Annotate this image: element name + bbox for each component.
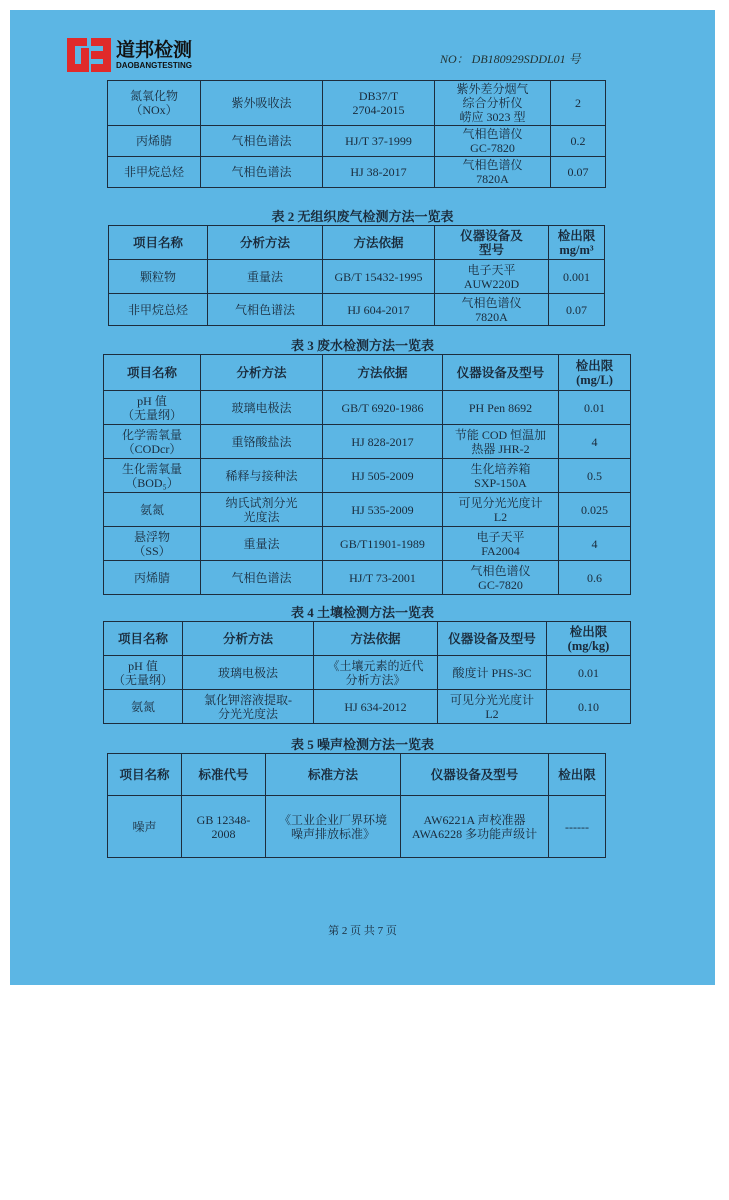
table-row xyxy=(104,690,631,724)
table-cell: 0.2 xyxy=(551,126,606,157)
table-row xyxy=(109,294,605,326)
table-cell: 生化需氧量 （BOD₅） xyxy=(104,459,201,493)
table-cell: HJ 604-2017 xyxy=(323,294,435,326)
table-cell: 气相色谱法 xyxy=(201,157,323,188)
table-cell: pH 值 （无量纲） xyxy=(104,391,201,425)
table-cell: HJ 505-2009 xyxy=(323,459,443,493)
table-cell: pH 值 （无量纲） xyxy=(104,656,183,690)
table-cell: 节能 COD 恒温加 热器 JHR-2 xyxy=(443,425,559,459)
table-cell: 纳氏试剂分光 光度法 xyxy=(201,493,323,527)
table-cell: GB/T 6920-1986 xyxy=(323,391,443,425)
table-title: 表 3 废水检测方法一览表 xyxy=(290,338,434,353)
table-row xyxy=(108,157,606,188)
column-header: 仪器设备及 型号 xyxy=(435,226,549,260)
page-number: 第 2 页 共 7 页 xyxy=(328,925,397,937)
table-cell: HJ 38-2017 xyxy=(323,157,435,188)
table-cell: 4 xyxy=(559,425,631,459)
logo-name-en: DAOBANGTESTING xyxy=(116,61,192,70)
table-cell: 气相色谱仪 7820A xyxy=(435,157,551,188)
table-cell: 氨氮 xyxy=(104,690,183,724)
table-row xyxy=(104,561,631,595)
table-cell: 丙烯腈 xyxy=(108,126,201,157)
table-cell: GB/T11901-1989 xyxy=(323,527,443,561)
table-cell: 0.07 xyxy=(549,294,605,326)
table-cell: 紫外吸收法 xyxy=(201,81,323,126)
column-header: 项目名称 xyxy=(109,226,208,260)
table-header-row xyxy=(104,355,631,391)
table-row xyxy=(104,459,631,493)
table-row xyxy=(104,391,631,425)
table-cell: 玻璃电极法 xyxy=(201,391,323,425)
table-cell: HJ/T 37-1999 xyxy=(323,126,435,157)
table-cell: 化学需氧量 （CODcr） xyxy=(104,425,201,459)
table-row xyxy=(108,81,606,126)
table-row xyxy=(108,126,606,157)
table-cell: 稀释与接种法 xyxy=(201,459,323,493)
column-header: 方法依据 xyxy=(323,226,435,260)
table-cell: 0.07 xyxy=(551,157,606,188)
table-cell: 颗粒物 xyxy=(109,260,208,294)
table-cell: 氨氮 xyxy=(104,493,201,527)
table-cell: 紫外差分烟气 综合分析仪 崂应 3023 型 xyxy=(435,81,551,126)
table-cell: HJ/T 73-2001 xyxy=(323,561,443,595)
table-cell: 0.001 xyxy=(549,260,605,294)
table-cell: 重量法 xyxy=(201,527,323,561)
column-header: 项目名称 xyxy=(108,754,182,796)
table-cell: 生化培养箱 SXP-150A xyxy=(443,459,559,493)
table-row xyxy=(108,796,606,858)
table-cell: HJ 634-2012 xyxy=(314,690,438,724)
document-page xyxy=(10,10,715,985)
column-header: 分析方法 xyxy=(208,226,323,260)
table-cell: 噪声 xyxy=(108,796,182,858)
table-cell: 电子天平 FA2004 xyxy=(443,527,559,561)
column-header: 检出限 (mg/kg) xyxy=(547,622,631,656)
table-title: 表 2 无组织废气检测方法一览表 xyxy=(271,209,454,224)
column-header: 项目名称 xyxy=(104,622,183,656)
column-header: 项目名称 xyxy=(104,355,201,391)
table-cell: 0.01 xyxy=(547,656,631,690)
table-cell: 气相色谱仪 GC-7820 xyxy=(435,126,551,157)
table-title: 表 5 噪声检测方法一览表 xyxy=(290,737,434,752)
column-header: 检出限 mg/m³ xyxy=(549,226,605,260)
column-header: 仪器设备及型号 xyxy=(401,754,549,796)
table-cell: 丙烯腈 xyxy=(104,561,201,595)
table-cell: 《工业企业厂界环境 噪声排放标准》 xyxy=(266,796,401,858)
table-header-row xyxy=(108,754,606,796)
table-cell: 重量法 xyxy=(208,260,323,294)
table-row xyxy=(109,260,605,294)
table-cell: 0.5 xyxy=(559,459,631,493)
table-cell: 2 xyxy=(551,81,606,126)
method-table xyxy=(107,753,606,858)
column-header: 标准代号 xyxy=(182,754,266,796)
table-cell: 气相色谱法 xyxy=(201,126,323,157)
column-header: 方法依据 xyxy=(314,622,438,656)
table-cell: 氯化钾溶液提取- 分光光度法 xyxy=(183,690,314,724)
column-header: 检出限 (mg/L) xyxy=(559,355,631,391)
table-cell: 《土壤元素的近代 分析方法》 xyxy=(314,656,438,690)
table-cell: GB 12348- 2008 xyxy=(182,796,266,858)
table-cell: 非甲烷总烃 xyxy=(109,294,208,326)
table-cell: 氮氧化物 （NOx） xyxy=(108,81,201,126)
column-header: 标准方法 xyxy=(266,754,401,796)
table-cell: 气相色谱仪 GC-7820 xyxy=(443,561,559,595)
company-logo xyxy=(67,38,192,72)
method-table xyxy=(108,225,605,326)
table-cell: HJ 828-2017 xyxy=(323,425,443,459)
table-row xyxy=(104,425,631,459)
table-cell: PH Pen 8692 xyxy=(443,391,559,425)
column-header: 检出限 xyxy=(549,754,606,796)
table-cell: AW6221A 声校准器 AWA6228 多功能声级计 xyxy=(401,796,549,858)
logo-name-cn: 道邦检测 xyxy=(116,39,193,61)
table-cell: HJ 535-2009 xyxy=(323,493,443,527)
table-cell: GB/T 15432-1995 xyxy=(323,260,435,294)
table-title: 表 4 土壤检测方法一览表 xyxy=(290,605,434,620)
table-cell: 非甲烷总烃 xyxy=(108,157,201,188)
table-cell: ------ xyxy=(549,796,606,858)
table-cell: 0.10 xyxy=(547,690,631,724)
table-cell: 玻璃电极法 xyxy=(183,656,314,690)
table-cell: 气相色谱法 xyxy=(201,561,323,595)
column-header: 分析方法 xyxy=(183,622,314,656)
table-cell: 电子天平 AUW220D xyxy=(435,260,549,294)
column-header: 方法依据 xyxy=(323,355,443,391)
table-cell: 气相色谱法 xyxy=(208,294,323,326)
table-header-row xyxy=(104,622,631,656)
table-cell: 0.025 xyxy=(559,493,631,527)
table-cell: 可见分光光度计 L2 xyxy=(438,690,547,724)
table-cell: 气相色谱仪 7820A xyxy=(435,294,549,326)
method-table xyxy=(107,80,606,188)
table-cell: DB37/T 2704-2015 xyxy=(323,81,435,126)
table-header-row xyxy=(109,226,605,260)
table-row xyxy=(104,493,631,527)
table-cell: 0.01 xyxy=(559,391,631,425)
column-header: 仪器设备及型号 xyxy=(443,355,559,391)
table-row xyxy=(104,656,631,690)
logo-mark-icon xyxy=(67,38,111,72)
table-row xyxy=(104,527,631,561)
table-cell: 重铬酸盐法 xyxy=(201,425,323,459)
table-cell: 悬浮物 （SS） xyxy=(104,527,201,561)
table-cell: 0.6 xyxy=(559,561,631,595)
document-number: NO： DB180929SDDL01 号 xyxy=(440,52,581,66)
table-cell: 酸度计 PHS-3C xyxy=(438,656,547,690)
column-header: 分析方法 xyxy=(201,355,323,391)
column-header: 仪器设备及型号 xyxy=(438,622,547,656)
table-cell: 可见分光光度计 L2 xyxy=(443,493,559,527)
method-table xyxy=(103,354,631,595)
table-cell: 4 xyxy=(559,527,631,561)
method-table xyxy=(103,621,631,724)
